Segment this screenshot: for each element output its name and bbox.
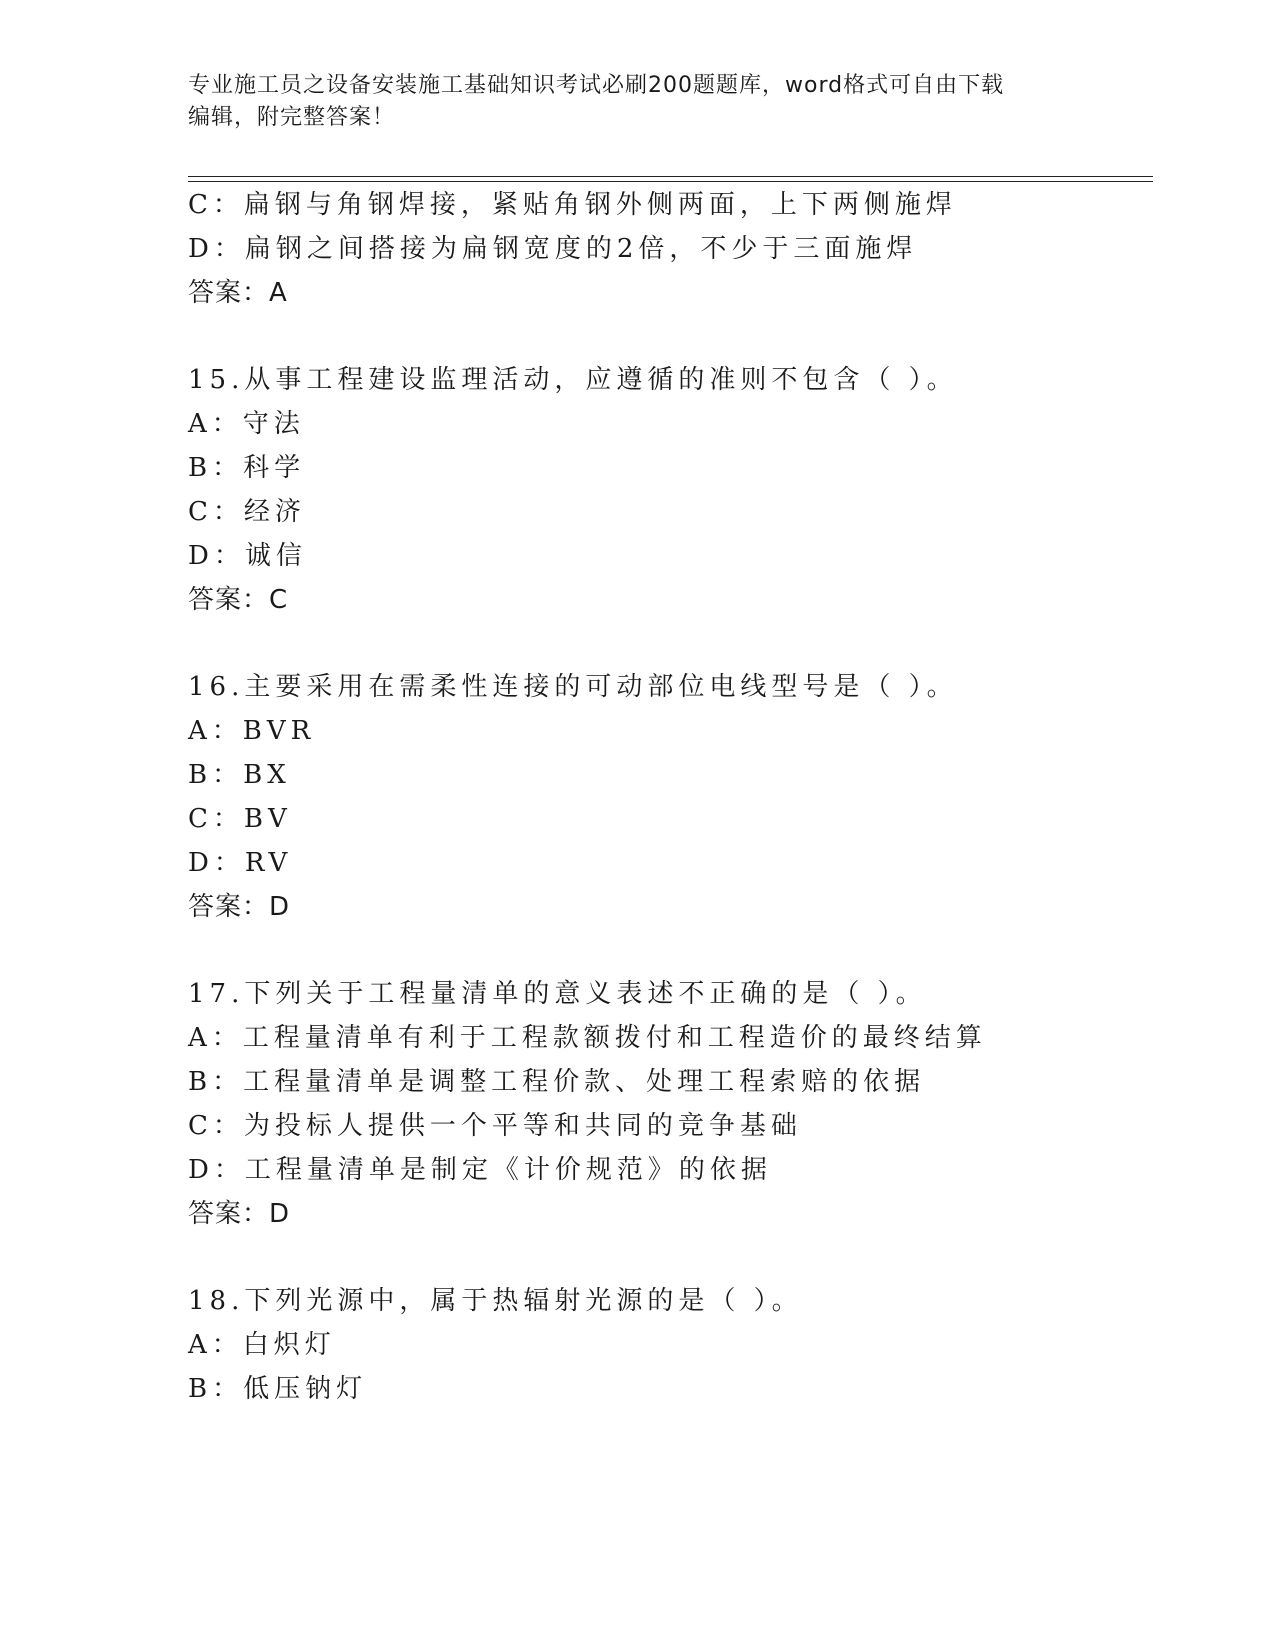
q14-option-c: C：扁钢与角钢焊接，紧贴角钢外侧两面，上下两侧施焊 (188, 190, 957, 220)
q16-option-c: C：BV (188, 804, 292, 834)
header-line-2: 编辑，附完整答案！ (188, 105, 396, 130)
q16-option-d: D：RV (188, 848, 293, 878)
document-header (188, 70, 1088, 134)
q14-answer: 答案：A (188, 278, 288, 308)
q15-answer: 答案：C (188, 585, 289, 615)
q17-option-d: D：工程量清单是制定《计价规范》的依据 (188, 1155, 772, 1185)
q16-question: 16.主要采用在需柔性连接的可动部位电线型号是（ ）。 (188, 672, 958, 702)
q16-option-b: B：BX (188, 760, 291, 790)
q17-answer: 答案：D (188, 1199, 291, 1229)
q15-option-d: D：诚信 (188, 541, 307, 571)
q16-option-a: A：BVR (188, 716, 316, 746)
header-line-1: 专业施工员之设备安装施工基础知识考试必刷200题题库，word格式可自由下载 (188, 73, 1005, 98)
header-divider-bottom (188, 181, 1153, 182)
header-divider-top (188, 176, 1153, 177)
q18-option-a: A：白炽灯 (188, 1330, 336, 1360)
q15-option-a: A：守法 (188, 409, 305, 439)
q17-option-a: A：工程量清单有利于工程款额拨付和工程造价的最终结算 (188, 1023, 987, 1053)
q18-question: 18.下列光源中，属于热辐射光源的是（ ）。 (188, 1286, 803, 1316)
q16-answer: 答案：D (188, 892, 291, 922)
q17-option-b: B：工程量清单是调整工程价款、处理工程索赔的依据 (188, 1067, 926, 1097)
q15-option-b: B：科学 (188, 453, 306, 483)
q15-question: 15.从事工程建设监理活动，应遵循的准则不包含（ ）。 (188, 365, 958, 395)
q18-option-b: B：低压钠灯 (188, 1374, 368, 1404)
q15-option-c: C：经济 (188, 497, 306, 527)
q14-option-d: D：扁钢之间搭接为扁钢宽度的2倍，不少于三面施焊 (188, 234, 918, 264)
q17-option-c: C：为投标人提供一个平等和共同的竞争基础 (188, 1111, 802, 1141)
q17-question: 17.下列关于工程量清单的意义表述不正确的是（ ）。 (188, 979, 927, 1009)
